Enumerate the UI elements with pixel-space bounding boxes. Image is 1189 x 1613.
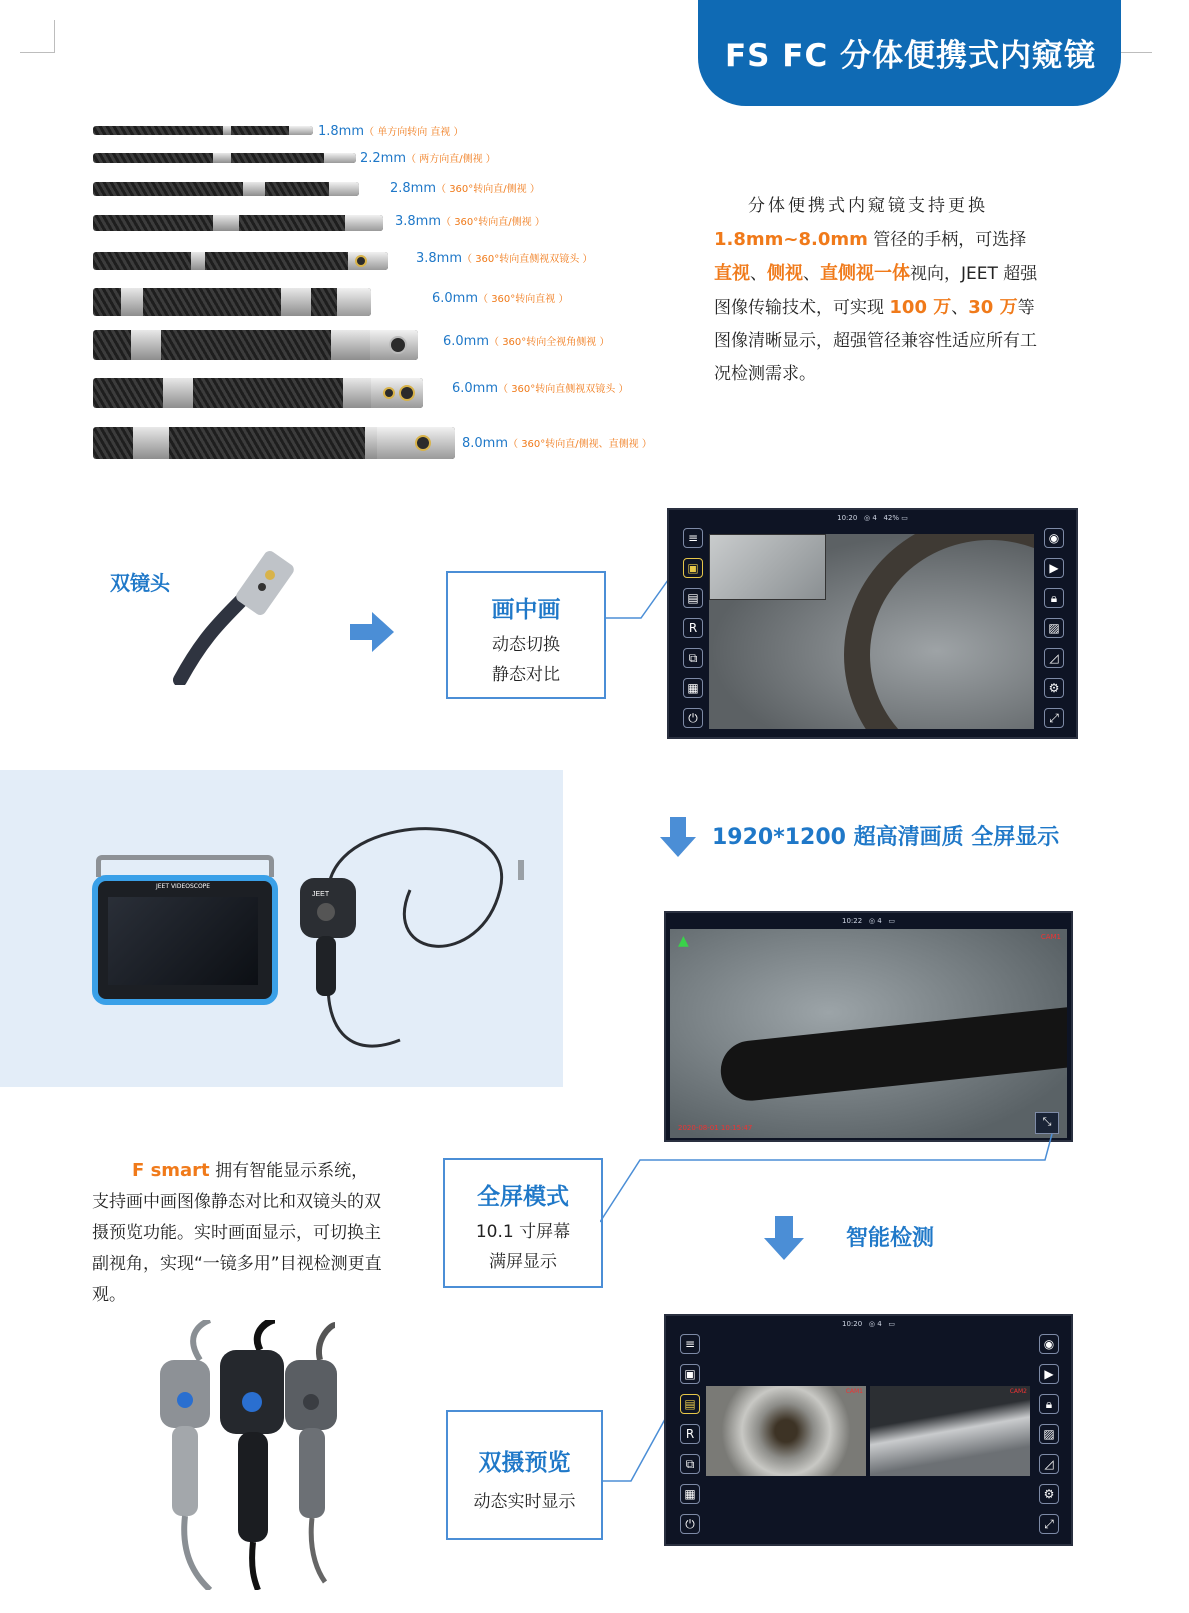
- svg-text:JEET: JEET: [312, 891, 330, 898]
- handles-image: [150, 1320, 350, 1590]
- image-icon-3[interactable]: ▨: [1039, 1424, 1059, 1444]
- probe-1: [93, 126, 313, 135]
- probe-label-9: 8.0mm（ 360°转向直/侧视、直侧视 ）: [462, 436, 652, 451]
- crop-mark-right: [1117, 20, 1152, 53]
- ai-detect-icon: ▲: [678, 933, 689, 949]
- measure-icon[interactable]: ◿: [1044, 648, 1064, 668]
- dual-right-image: CAM2: [870, 1386, 1030, 1476]
- probe-7: [93, 330, 418, 360]
- screen-pip: [667, 508, 1078, 739]
- dual-preview-feature-box: [446, 1410, 603, 1540]
- probe-6: [93, 288, 371, 316]
- camera-icon[interactable]: ◉: [1044, 528, 1064, 548]
- arrow-down-icon: [660, 817, 696, 857]
- pip-line1: 动态切换: [492, 635, 560, 655]
- videoscope-device: [92, 875, 278, 1005]
- dual-preview-title: 双摄预览: [478, 1450, 571, 1476]
- screen-status: 10:20 ◎ 4 42% ▭: [837, 514, 908, 522]
- device-handle-bar: [96, 855, 274, 877]
- probe-label-6: 6.0mm（ 360°转向直视 ）: [432, 291, 569, 306]
- probe-label-4: 3.8mm（ 360°转向直/侧视 ）: [395, 214, 545, 229]
- arrow-right-icon: [350, 612, 394, 652]
- fullscreen-icon[interactable]: ⤢: [1044, 708, 1064, 728]
- switch-icon[interactable]: ⧉: [683, 648, 703, 668]
- screen2-corner-label: CAM1: [1040, 933, 1061, 941]
- lock-icon-3[interactable]: 🔒︎: [1039, 1394, 1059, 1414]
- fullscreen-feature-box: [443, 1158, 603, 1288]
- crop-mark-left: [20, 20, 55, 53]
- screen2-timestamp: 2020-08-01 10:15:47: [678, 1124, 753, 1132]
- fullscreen-image: [670, 929, 1067, 1138]
- file-icon-3[interactable]: ▦: [680, 1484, 700, 1504]
- settings-icon[interactable]: ⚙: [1044, 678, 1064, 698]
- video-icon-3[interactable]: ▶: [1039, 1364, 1059, 1384]
- record-icon-3[interactable]: R: [680, 1424, 700, 1444]
- camera-icon-3[interactable]: ◉: [1039, 1334, 1059, 1354]
- probe-label-1: 1.8mm（ 单方向转向 直视 ）: [318, 124, 464, 139]
- fullscreen-icon-3[interactable]: ⤢: [1039, 1514, 1059, 1534]
- dual-preview-line1: 动态实时显示: [473, 1492, 576, 1512]
- sliders-icon[interactable]: ≡: [683, 528, 703, 548]
- screen-dual: [664, 1314, 1073, 1546]
- fullscreen-line2: 满屏显示: [489, 1252, 557, 1272]
- screen-fullscreen: [664, 911, 1073, 1142]
- pip-feature-box: [446, 571, 606, 699]
- pip-title: 画中画: [491, 597, 561, 623]
- dual-view-icon-3[interactable]: ▤: [680, 1394, 700, 1414]
- probe-label-3: 2.8mm（ 360°转向直/侧视 ）: [390, 181, 540, 196]
- product-description: 分体便携式内窥镜支持更换 1.8mm~8.0mm 管径的手柄，可选择 直视、侧视、直侧视一体视向，JEET 超强图像传输技术，可实现 100 万、30 万等图像清晰显示，超强管径兼容性适应所有工况检测需求。: [714, 196, 1038, 384]
- probe-label-5: 3.8mm（ 360°转向直侧视双镜头 ）: [416, 251, 593, 266]
- pip-inset-image: [709, 534, 826, 600]
- probe-5: [93, 252, 388, 270]
- smart-description: F smart 拥有智能显示系统，支持画中画图像静态对比和双镜头的双摄预览功能。实时画面显示，可切换主副视角，实现“一镜多用”目视检测更直观。: [92, 1160, 382, 1305]
- pip-icon[interactable]: ▣: [683, 558, 703, 578]
- pip-line2: 静态对比: [492, 665, 560, 685]
- settings-icon-3[interactable]: ⚙: [1039, 1484, 1059, 1504]
- probe-3: [93, 182, 359, 196]
- measure-icon-3[interactable]: ◿: [1039, 1454, 1059, 1474]
- dual-lens-probe-image: [170, 545, 320, 685]
- probe-8: [93, 378, 423, 408]
- probe-label-2: 2.2mm（ 两方向直/侧视 ）: [360, 151, 496, 166]
- screen2-status: 10:22 ◎ 4 ▭: [842, 917, 895, 925]
- pip-main-image: [709, 534, 1034, 729]
- probe-9: [93, 427, 455, 459]
- lock-icon[interactable]: 🔒︎: [1044, 588, 1064, 608]
- video-icon[interactable]: ▶: [1044, 558, 1064, 578]
- fullscreen-title: 全屏模式: [477, 1184, 569, 1210]
- record-icon[interactable]: R: [683, 618, 703, 638]
- device-brand: JEET VIDEOSCOPE: [156, 883, 211, 890]
- dual-view-icon[interactable]: ▤: [683, 588, 703, 608]
- dual-left-image: CAM1: [706, 1386, 866, 1476]
- dual-lens-label: 双镜头: [110, 571, 170, 595]
- file-icon[interactable]: ▦: [683, 678, 703, 698]
- probe-4: [93, 215, 383, 231]
- screen3-status: 10:20 ◎ 4 ▭: [842, 1320, 895, 1328]
- exit-fullscreen-icon[interactable]: ⤡: [1035, 1112, 1059, 1134]
- probe-2: [93, 153, 356, 163]
- probe-label-8: 6.0mm（ 360°转向直侧视双镜头 ）: [452, 381, 629, 396]
- arrow-down-icon-2: [764, 1216, 804, 1260]
- resolution-heading: 1920*1200 超高清画质 全屏显示: [712, 825, 1060, 850]
- power-icon[interactable]: ⏻: [683, 708, 703, 728]
- smart-detect-heading: 智能检测: [846, 1226, 935, 1251]
- fullscreen-connector-line: [600, 1130, 1060, 1225]
- sliders-icon-3[interactable]: ≡: [680, 1334, 700, 1354]
- fullscreen-line1: 10.1 寸屏幕: [475, 1222, 571, 1242]
- page-title: FS FC 分体便携式内窥镜: [725, 38, 1097, 74]
- probe-label-7: 6.0mm（ 360°转向全视角侧视 ）: [443, 334, 610, 349]
- image-icon[interactable]: ▨: [1044, 618, 1064, 638]
- pip-icon-3[interactable]: ▣: [680, 1364, 700, 1384]
- handle-and-cable-image: [290, 800, 550, 1070]
- switch-icon-3[interactable]: ⧉: [680, 1454, 700, 1474]
- power-icon-3[interactable]: ⏻: [680, 1514, 700, 1534]
